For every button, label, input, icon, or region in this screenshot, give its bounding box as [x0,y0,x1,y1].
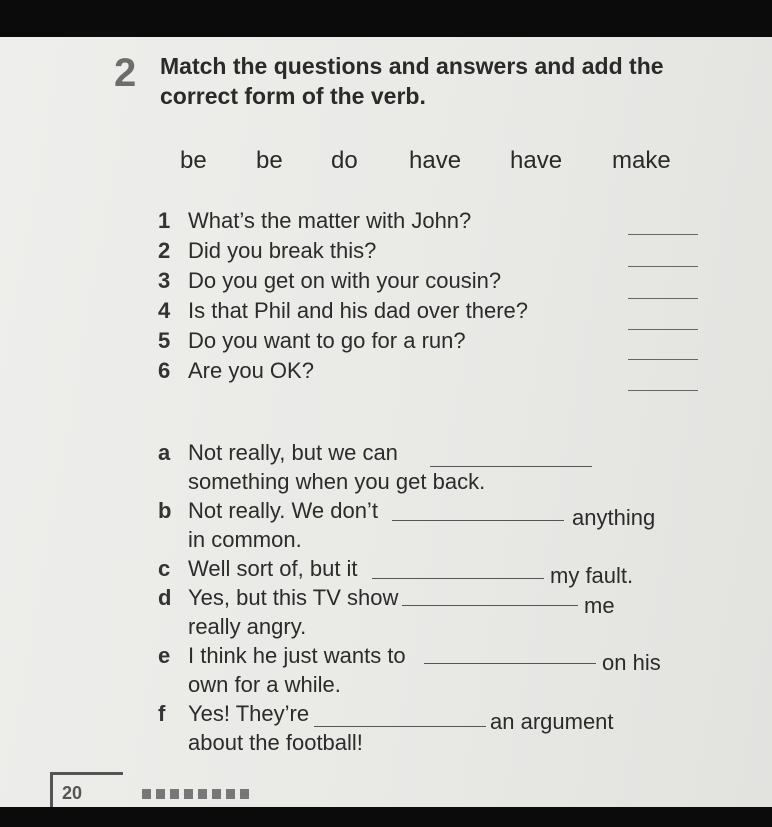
match-answer-line[interactable] [628,234,698,235]
answer-text-after: on his [602,650,661,675]
question-row [158,236,718,266]
answer-row [158,554,718,588]
verb-blank[interactable] [392,520,564,521]
question-row [158,266,718,296]
answer-text: Yes! They’re [188,701,310,726]
word-box-item: be [256,147,283,174]
word-box [0,147,772,177]
answer-text-after: my fault. [550,563,634,588]
match-answer-line[interactable] [628,359,698,360]
word-box-item: have [510,147,563,174]
answer-letter: a [158,440,171,465]
question-text: Do you get on with your cousin? [188,268,502,293]
answer-list [158,438,718,757]
word-box-item: make [612,147,671,174]
page-corner-mark [50,772,123,807]
unit-label-bar [142,789,252,799]
answer-text: Not really, but we can [188,440,398,465]
answer-letter: c [158,556,171,581]
word-box-item: have [409,147,462,174]
question-text: Are you OK? [188,358,314,383]
match-answer-line[interactable] [628,298,698,299]
question-number: 1 [158,208,171,233]
answer-text-after: me [584,593,615,618]
question-number: 4 [158,298,171,323]
question-text: Did you break this? [188,238,377,263]
question-row [158,356,718,386]
answer-text-after: anything [572,505,656,530]
verb-blank[interactable] [314,726,486,727]
answer-letter: f [158,701,166,726]
exercise-number: 2 [114,51,137,95]
question-row [158,206,718,236]
answer-text-after: an argument [490,709,614,734]
answer-text: Well sort of, but it [188,556,358,581]
word-box-item: do [331,147,358,174]
answer-text: Yes, but this TV show [188,585,399,610]
answer-row [158,496,718,530]
question-text: What’s the matter with John? [188,208,472,233]
workbook-page [0,37,772,807]
exercise-instruction: Match the questions and answers and add the correct form of the verb. [160,53,664,109]
question-number: 6 [158,358,171,383]
verb-blank[interactable] [424,663,596,664]
answer-continuation: something when you get back. [188,469,486,494]
answer-continuation: really angry. [188,614,307,639]
match-answer-line[interactable] [628,266,698,267]
answer-row [158,641,718,675]
question-text: Is that Phil and his dad over there? [188,298,528,323]
answer-row [158,699,718,734]
answer-letter: b [158,498,172,523]
match-answer-line[interactable] [628,390,698,391]
verb-blank[interactable] [372,578,544,579]
question-number: 3 [158,268,171,293]
question-row [158,296,718,326]
answer-continuation: about the football! [188,730,363,755]
question-number: 2 [158,238,171,263]
answer-row [158,583,718,618]
answer-continuation: in common. [188,527,302,552]
question-text: Do you want to go for a run? [188,328,466,353]
verb-blank[interactable] [402,605,578,606]
answer-letter: d [158,585,172,610]
page-number: 20 [62,783,83,803]
answer-continuation: own for a while. [188,672,341,697]
question-number: 5 [158,328,171,353]
question-row [158,326,718,356]
answer-letter: e [158,643,171,668]
answer-text: Not really. We don’t [188,498,378,523]
word-box-item: be [180,147,207,174]
match-answer-line[interactable] [628,329,698,330]
answer-row [158,438,718,467]
answer-text: I think he just wants to [188,643,406,668]
